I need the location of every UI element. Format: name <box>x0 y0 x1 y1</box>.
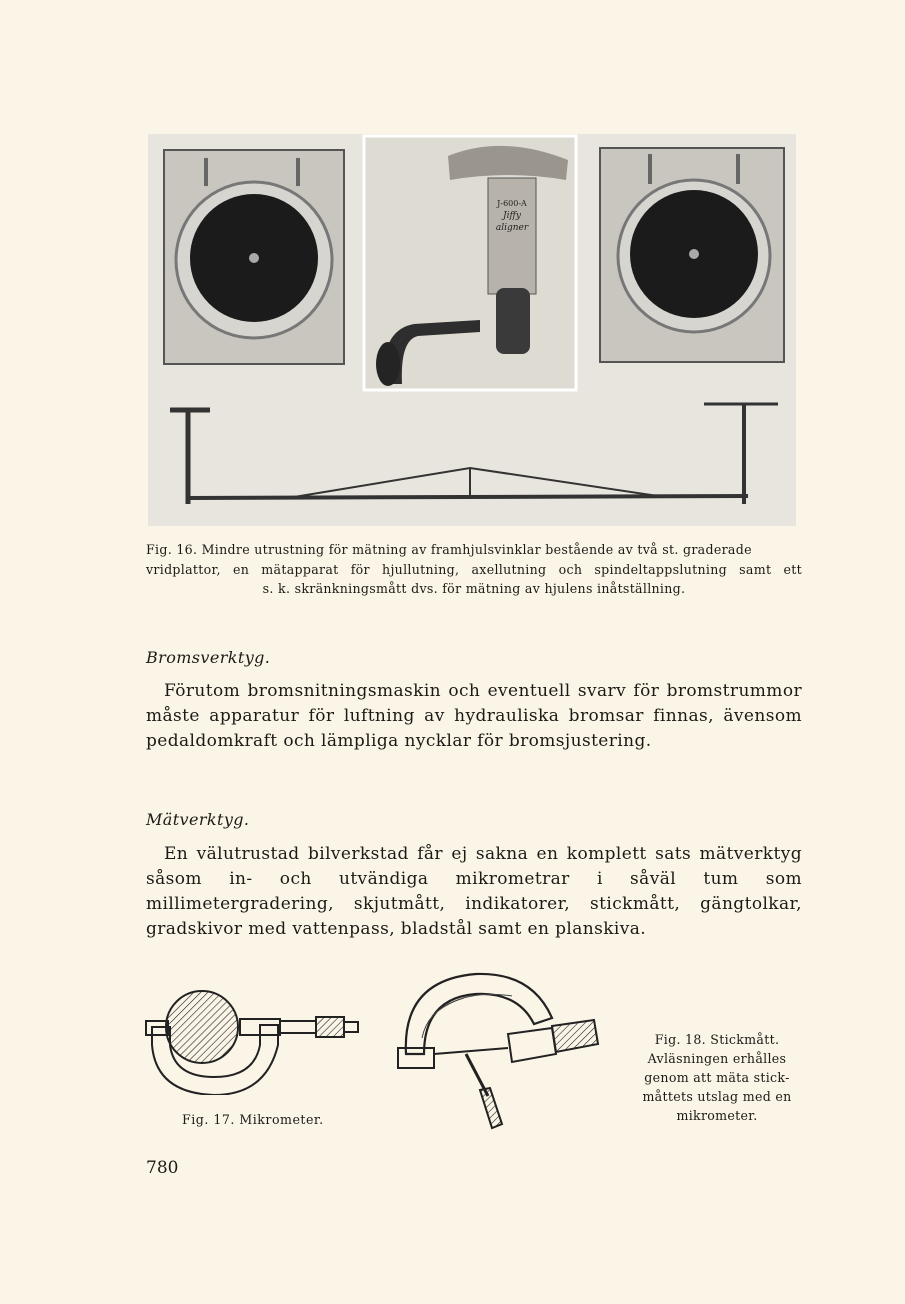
section-heading-measuring-tools: Mätverktyg. <box>146 810 250 829</box>
brake-tools-paragraph <box>146 679 802 754</box>
caption-line-1: Mindre utrustning för mätning av framhjulsvinklar bestående av två st. graderade <box>201 542 752 557</box>
measuring-tools-text: En välutrustad bilverkstad får ej sakna en komplett sats mätverktyg såsom in- och utvändiga mikrometrar i såväl tum som millimetergradering, skjutmått, indikatorer, stickmått, gängtolkar, gradskivor med vattenpass, bladstål samt en planskiva. <box>146 844 802 939</box>
figure-18-caption <box>630 1030 804 1125</box>
gauge-label-3: aligner <box>495 223 529 233</box>
figure-18-caption-line-3: genom att mäta stick- <box>644 1070 790 1085</box>
left-turntable-plate <box>164 150 344 364</box>
figure-16-label: Fig. 16. <box>146 542 198 557</box>
figure-18-caption-line-5: mikrometer. <box>676 1108 758 1123</box>
figure-16-photo <box>148 134 796 526</box>
figure-18-caption-line-4: måttets utslag med en <box>642 1089 792 1104</box>
micrometer-drawing <box>144 985 364 1095</box>
figure-18-caption-line-2: Avläsningen erhålles <box>647 1051 787 1066</box>
right-turntable-plate <box>600 148 784 362</box>
measuring-tools-paragraph <box>146 842 802 942</box>
section-heading-brake-tools: Bromsverktyg. <box>146 648 271 667</box>
caption-line-2: vridplattor, en mätapparat för hjullutning, axellutning och spindeltappslutning samt ett <box>146 561 802 577</box>
inside-gauge-drawing <box>392 968 602 1133</box>
page-number: 780 <box>146 1158 179 1178</box>
gauge-label-2: Jiffy <box>503 211 521 221</box>
gauge-label-1: J-600-A <box>497 199 527 208</box>
figure-16-caption <box>146 540 802 599</box>
figure-18-caption-line-1: Fig. 18. Stickmått. <box>654 1032 780 1047</box>
figure-17-caption: Fig. 17. Mikrometer. <box>182 1112 324 1127</box>
caption-line-3: s. k. skränkningsmått dvs. för mätning av hjulens inåtställning. <box>262 581 686 596</box>
brake-tools-text: Förutom bromsnitningsmaskin och eventuell svarv för bromstrummor måste apparatur för luftning av hydrauliska bromsar finnas, ävensom pedaldomkraft och lämpliga nycklar för bromsjustering. <box>146 681 802 751</box>
jiffy-aligner-gauge <box>364 136 576 390</box>
